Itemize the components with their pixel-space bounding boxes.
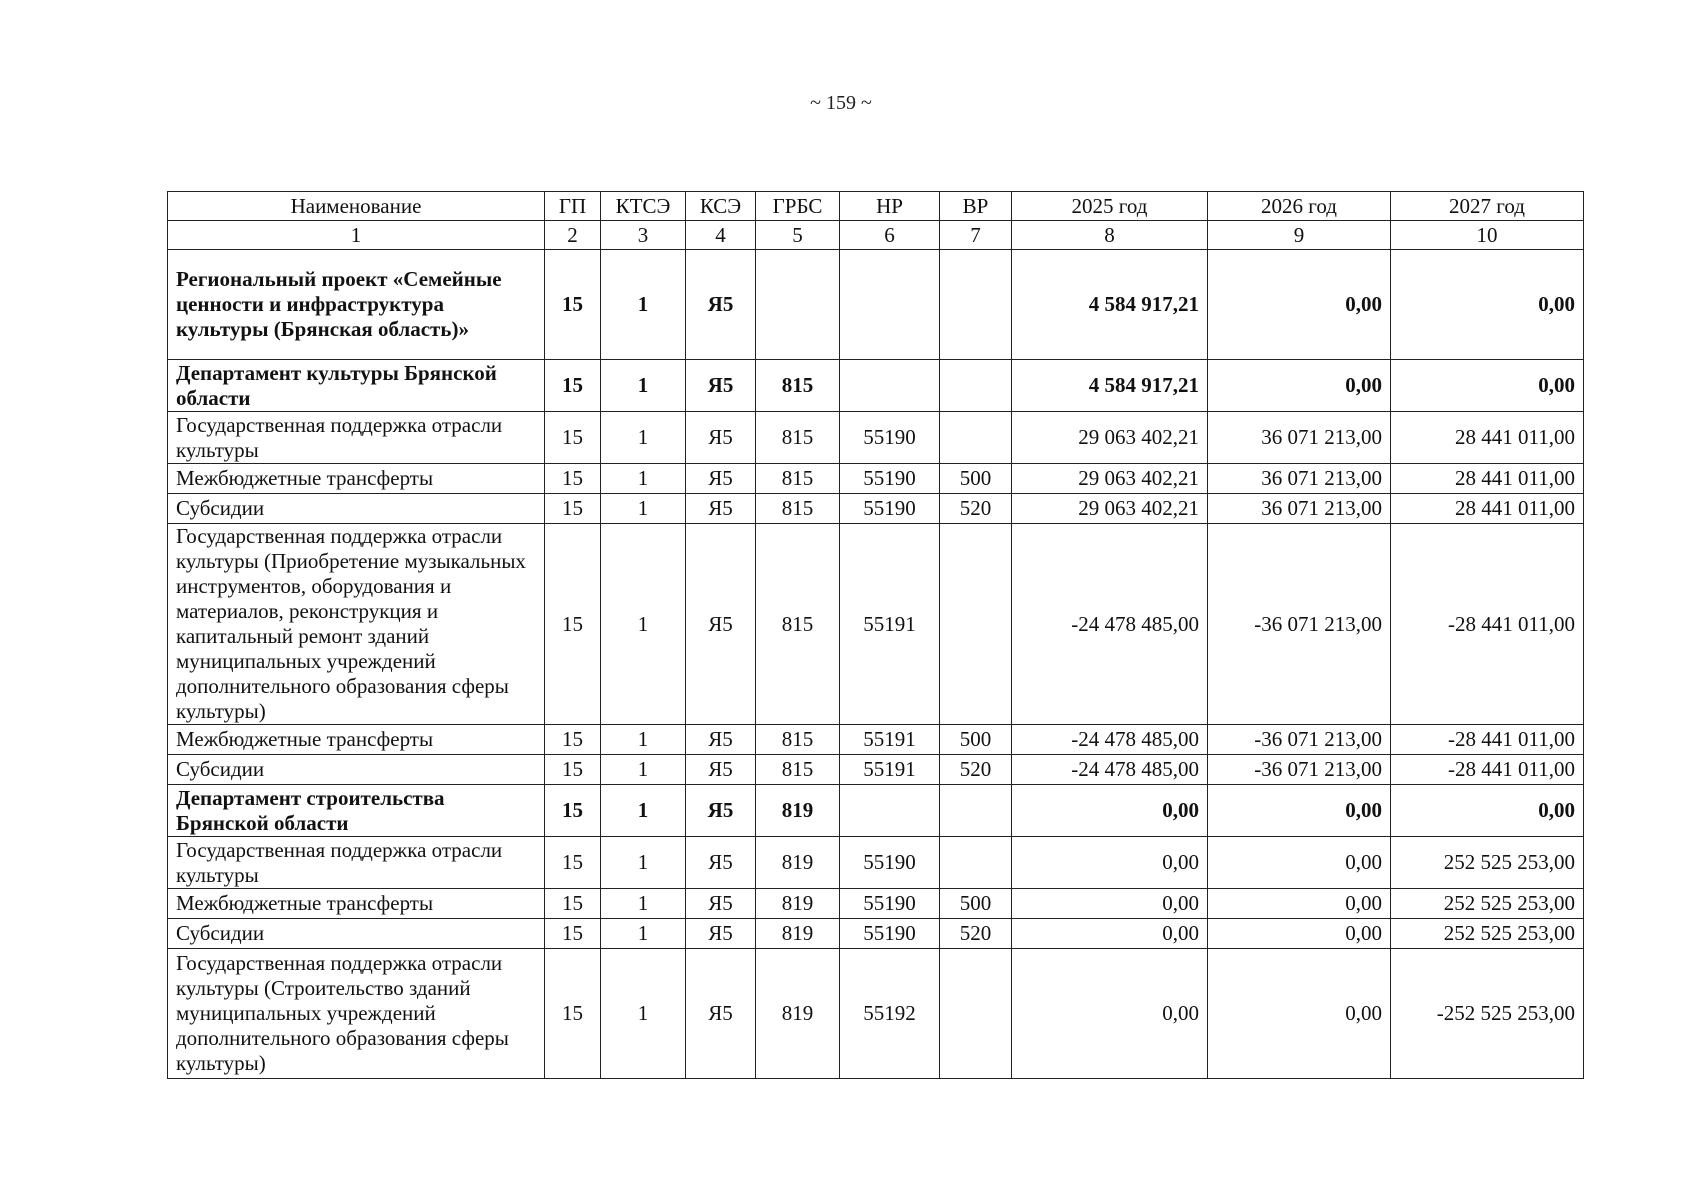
cell-nr: 55190 bbox=[840, 412, 940, 464]
cell-gp: 15 bbox=[545, 250, 601, 360]
cell-gp: 15 bbox=[545, 837, 601, 889]
cell-ktse: 1 bbox=[601, 250, 686, 360]
cell-2026: 36 071 213,00 bbox=[1208, 464, 1391, 494]
cell-name: Межбюджетные трансферты bbox=[168, 889, 545, 919]
cell-2025: 4 584 917,21 bbox=[1012, 250, 1208, 360]
cell-2025: 0,00 bbox=[1012, 785, 1208, 837]
table-row bbox=[168, 524, 1584, 725]
header-2025: 2025 год bbox=[1012, 192, 1208, 221]
cell-2026: -36 071 213,00 bbox=[1208, 755, 1391, 785]
table-row bbox=[168, 755, 1584, 785]
cell-grbs: 819 bbox=[756, 837, 840, 889]
cell-name: Субсидии bbox=[168, 494, 545, 524]
cell-ktse: 1 bbox=[601, 524, 686, 725]
page-number: ~ 159 ~ bbox=[810, 92, 872, 114]
cell-gp: 15 bbox=[545, 919, 601, 949]
cell-vr bbox=[940, 837, 1012, 889]
table-row bbox=[168, 360, 1584, 412]
cell-name: Департамент культуры Брянской области bbox=[168, 360, 545, 412]
cell-gp: 15 bbox=[545, 725, 601, 755]
cell-nr: 55192 bbox=[840, 949, 940, 1079]
cell-ktse: 1 bbox=[601, 412, 686, 464]
cell-name: Государственная поддержка отрасли культуры (Строительство зданий муниципальных учреждений дополнительного образования сферы культуры) bbox=[168, 949, 545, 1079]
cell-2026: 0,00 bbox=[1208, 919, 1391, 949]
cell-ktse: 1 bbox=[601, 494, 686, 524]
cell-2025: -24 478 485,00 bbox=[1012, 524, 1208, 725]
cell-vr: 500 bbox=[940, 464, 1012, 494]
cell-kse: Я5 bbox=[686, 785, 756, 837]
cell-kse: Я5 bbox=[686, 889, 756, 919]
cell-name: Государственная поддержка отрасли культуры bbox=[168, 837, 545, 889]
header-gp: ГП bbox=[545, 192, 601, 221]
header-2027: 2027 год bbox=[1391, 192, 1584, 221]
cell-2026: 36 071 213,00 bbox=[1208, 494, 1391, 524]
table-row bbox=[168, 949, 1584, 1079]
header-row bbox=[168, 192, 1584, 221]
cell-vr bbox=[940, 785, 1012, 837]
cell-2025: 0,00 bbox=[1012, 949, 1208, 1079]
cell-nr: 55190 bbox=[840, 837, 940, 889]
cell-2025: -24 478 485,00 bbox=[1012, 725, 1208, 755]
cell-ktse: 1 bbox=[601, 464, 686, 494]
cell-2027: 252 525 253,00 bbox=[1391, 889, 1584, 919]
cell-vr: 500 bbox=[940, 725, 1012, 755]
cell-grbs: 819 bbox=[756, 919, 840, 949]
cell-2027: 0,00 bbox=[1391, 360, 1584, 412]
column-index: 1 bbox=[168, 221, 545, 250]
cell-2027: 0,00 bbox=[1391, 250, 1584, 360]
header-grbs: ГРБС bbox=[756, 192, 840, 221]
table-row bbox=[168, 412, 1584, 464]
cell-gp: 15 bbox=[545, 412, 601, 464]
column-index: 10 bbox=[1391, 221, 1584, 250]
cell-kse: Я5 bbox=[686, 494, 756, 524]
cell-vr: 520 bbox=[940, 755, 1012, 785]
cell-2026: 0,00 bbox=[1208, 785, 1391, 837]
cell-name: Субсидии bbox=[168, 755, 545, 785]
cell-2027: -252 525 253,00 bbox=[1391, 949, 1584, 1079]
cell-grbs: 815 bbox=[756, 412, 840, 464]
cell-name: Департамент строительства Брянской области bbox=[168, 785, 545, 837]
cell-grbs: 815 bbox=[756, 755, 840, 785]
cell-2025: 29 063 402,21 bbox=[1012, 494, 1208, 524]
header-2026: 2026 год bbox=[1208, 192, 1391, 221]
cell-nr: 55190 bbox=[840, 464, 940, 494]
cell-ktse: 1 bbox=[601, 725, 686, 755]
cell-kse: Я5 bbox=[686, 725, 756, 755]
cell-2026: 0,00 bbox=[1208, 889, 1391, 919]
cell-name: Государственная поддержка отрасли культуры (Приобретение музыкальных инструментов, оборудования и материалов, реконструкция и капитальный ремонт зданий муниципальных учреждений дополнительного образования сферы культуры) bbox=[168, 524, 545, 725]
cell-kse: Я5 bbox=[686, 837, 756, 889]
cell-grbs bbox=[756, 250, 840, 360]
table-row bbox=[168, 725, 1584, 755]
cell-kse: Я5 bbox=[686, 250, 756, 360]
column-index: 3 bbox=[601, 221, 686, 250]
cell-grbs: 815 bbox=[756, 360, 840, 412]
cell-ktse: 1 bbox=[601, 755, 686, 785]
column-index: 6 bbox=[840, 221, 940, 250]
table-row bbox=[168, 919, 1584, 949]
budget-table bbox=[167, 191, 1584, 1079]
cell-nr: 55190 bbox=[840, 494, 940, 524]
cell-kse: Я5 bbox=[686, 919, 756, 949]
cell-name: Субсидии bbox=[168, 919, 545, 949]
cell-gp: 15 bbox=[545, 785, 601, 837]
cell-2027: -28 441 011,00 bbox=[1391, 524, 1584, 725]
cell-2025: 0,00 bbox=[1012, 837, 1208, 889]
cell-ktse: 1 bbox=[601, 785, 686, 837]
cell-ktse: 1 bbox=[601, 919, 686, 949]
cell-2027: 28 441 011,00 bbox=[1391, 494, 1584, 524]
cell-nr bbox=[840, 360, 940, 412]
table-row bbox=[168, 494, 1584, 524]
cell-name: Государственная поддержка отрасли культуры bbox=[168, 412, 545, 464]
cell-2027: 252 525 253,00 bbox=[1391, 919, 1584, 949]
cell-gp: 15 bbox=[545, 494, 601, 524]
cell-grbs: 819 bbox=[756, 889, 840, 919]
cell-nr: 55191 bbox=[840, 524, 940, 725]
cell-ktse: 1 bbox=[601, 360, 686, 412]
cell-kse: Я5 bbox=[686, 360, 756, 412]
cell-nr bbox=[840, 250, 940, 360]
cell-2025: 0,00 bbox=[1012, 919, 1208, 949]
column-index-row bbox=[168, 221, 1584, 250]
cell-name: Региональный проект «Семейные ценности и инфраструктура культуры (Брянская область)» bbox=[168, 250, 545, 360]
column-index: 4 bbox=[686, 221, 756, 250]
cell-kse: Я5 bbox=[686, 412, 756, 464]
header-nr: НР bbox=[840, 192, 940, 221]
cell-grbs: 819 bbox=[756, 949, 840, 1079]
cell-nr: 55190 bbox=[840, 889, 940, 919]
cell-vr: 520 bbox=[940, 919, 1012, 949]
table-row bbox=[168, 785, 1584, 837]
cell-2025: -24 478 485,00 bbox=[1012, 755, 1208, 785]
cell-2025: 29 063 402,21 bbox=[1012, 412, 1208, 464]
header-name: Наименование bbox=[168, 192, 545, 221]
cell-name: Межбюджетные трансферты bbox=[168, 725, 545, 755]
cell-2027: 28 441 011,00 bbox=[1391, 464, 1584, 494]
cell-kse: Я5 bbox=[686, 949, 756, 1079]
cell-2026: 36 071 213,00 bbox=[1208, 412, 1391, 464]
header-ktse: КТСЭ bbox=[601, 192, 686, 221]
cell-kse: Я5 bbox=[686, 524, 756, 725]
column-index: 2 bbox=[545, 221, 601, 250]
header-vr: ВР bbox=[940, 192, 1012, 221]
cell-vr bbox=[940, 360, 1012, 412]
cell-vr bbox=[940, 949, 1012, 1079]
cell-gp: 15 bbox=[545, 755, 601, 785]
cell-2027: -28 441 011,00 bbox=[1391, 725, 1584, 755]
cell-2027: -28 441 011,00 bbox=[1391, 755, 1584, 785]
cell-2025: 4 584 917,21 bbox=[1012, 360, 1208, 412]
cell-gp: 15 bbox=[545, 524, 601, 725]
cell-2026: 0,00 bbox=[1208, 360, 1391, 412]
cell-nr: 55191 bbox=[840, 755, 940, 785]
cell-2026: -36 071 213,00 bbox=[1208, 725, 1391, 755]
cell-vr bbox=[940, 524, 1012, 725]
cell-2027: 0,00 bbox=[1391, 785, 1584, 837]
cell-grbs: 819 bbox=[756, 785, 840, 837]
table-row bbox=[168, 889, 1584, 919]
cell-2027: 28 441 011,00 bbox=[1391, 412, 1584, 464]
cell-vr: 520 bbox=[940, 494, 1012, 524]
table-row bbox=[168, 250, 1584, 360]
cell-grbs: 815 bbox=[756, 464, 840, 494]
cell-grbs: 815 bbox=[756, 494, 840, 524]
cell-grbs: 815 bbox=[756, 725, 840, 755]
cell-2025: 0,00 bbox=[1012, 889, 1208, 919]
column-index: 9 bbox=[1208, 221, 1391, 250]
table-body bbox=[168, 250, 1584, 1079]
cell-2026: 0,00 bbox=[1208, 837, 1391, 889]
cell-name: Межбюджетные трансферты bbox=[168, 464, 545, 494]
cell-ktse: 1 bbox=[601, 949, 686, 1079]
header-kse: КСЭ bbox=[686, 192, 756, 221]
cell-nr: 55191 bbox=[840, 725, 940, 755]
cell-grbs: 815 bbox=[756, 524, 840, 725]
cell-ktse: 1 bbox=[601, 889, 686, 919]
cell-kse: Я5 bbox=[686, 464, 756, 494]
column-index: 5 bbox=[756, 221, 840, 250]
cell-nr: 55190 bbox=[840, 919, 940, 949]
cell-gp: 15 bbox=[545, 949, 601, 1079]
cell-gp: 15 bbox=[545, 889, 601, 919]
cell-vr bbox=[940, 250, 1012, 360]
cell-ktse: 1 bbox=[601, 837, 686, 889]
column-index: 8 bbox=[1012, 221, 1208, 250]
cell-nr bbox=[840, 785, 940, 837]
cell-2026: -36 071 213,00 bbox=[1208, 524, 1391, 725]
cell-2026: 0,00 bbox=[1208, 250, 1391, 360]
cell-2026: 0,00 bbox=[1208, 949, 1391, 1079]
cell-gp: 15 bbox=[545, 464, 601, 494]
cell-vr bbox=[940, 412, 1012, 464]
table-row bbox=[168, 837, 1584, 889]
cell-kse: Я5 bbox=[686, 755, 756, 785]
cell-vr: 500 bbox=[940, 889, 1012, 919]
cell-2027: 252 525 253,00 bbox=[1391, 837, 1584, 889]
cell-2025: 29 063 402,21 bbox=[1012, 464, 1208, 494]
column-index: 7 bbox=[940, 221, 1012, 250]
cell-gp: 15 bbox=[545, 360, 601, 412]
table-row bbox=[168, 464, 1584, 494]
